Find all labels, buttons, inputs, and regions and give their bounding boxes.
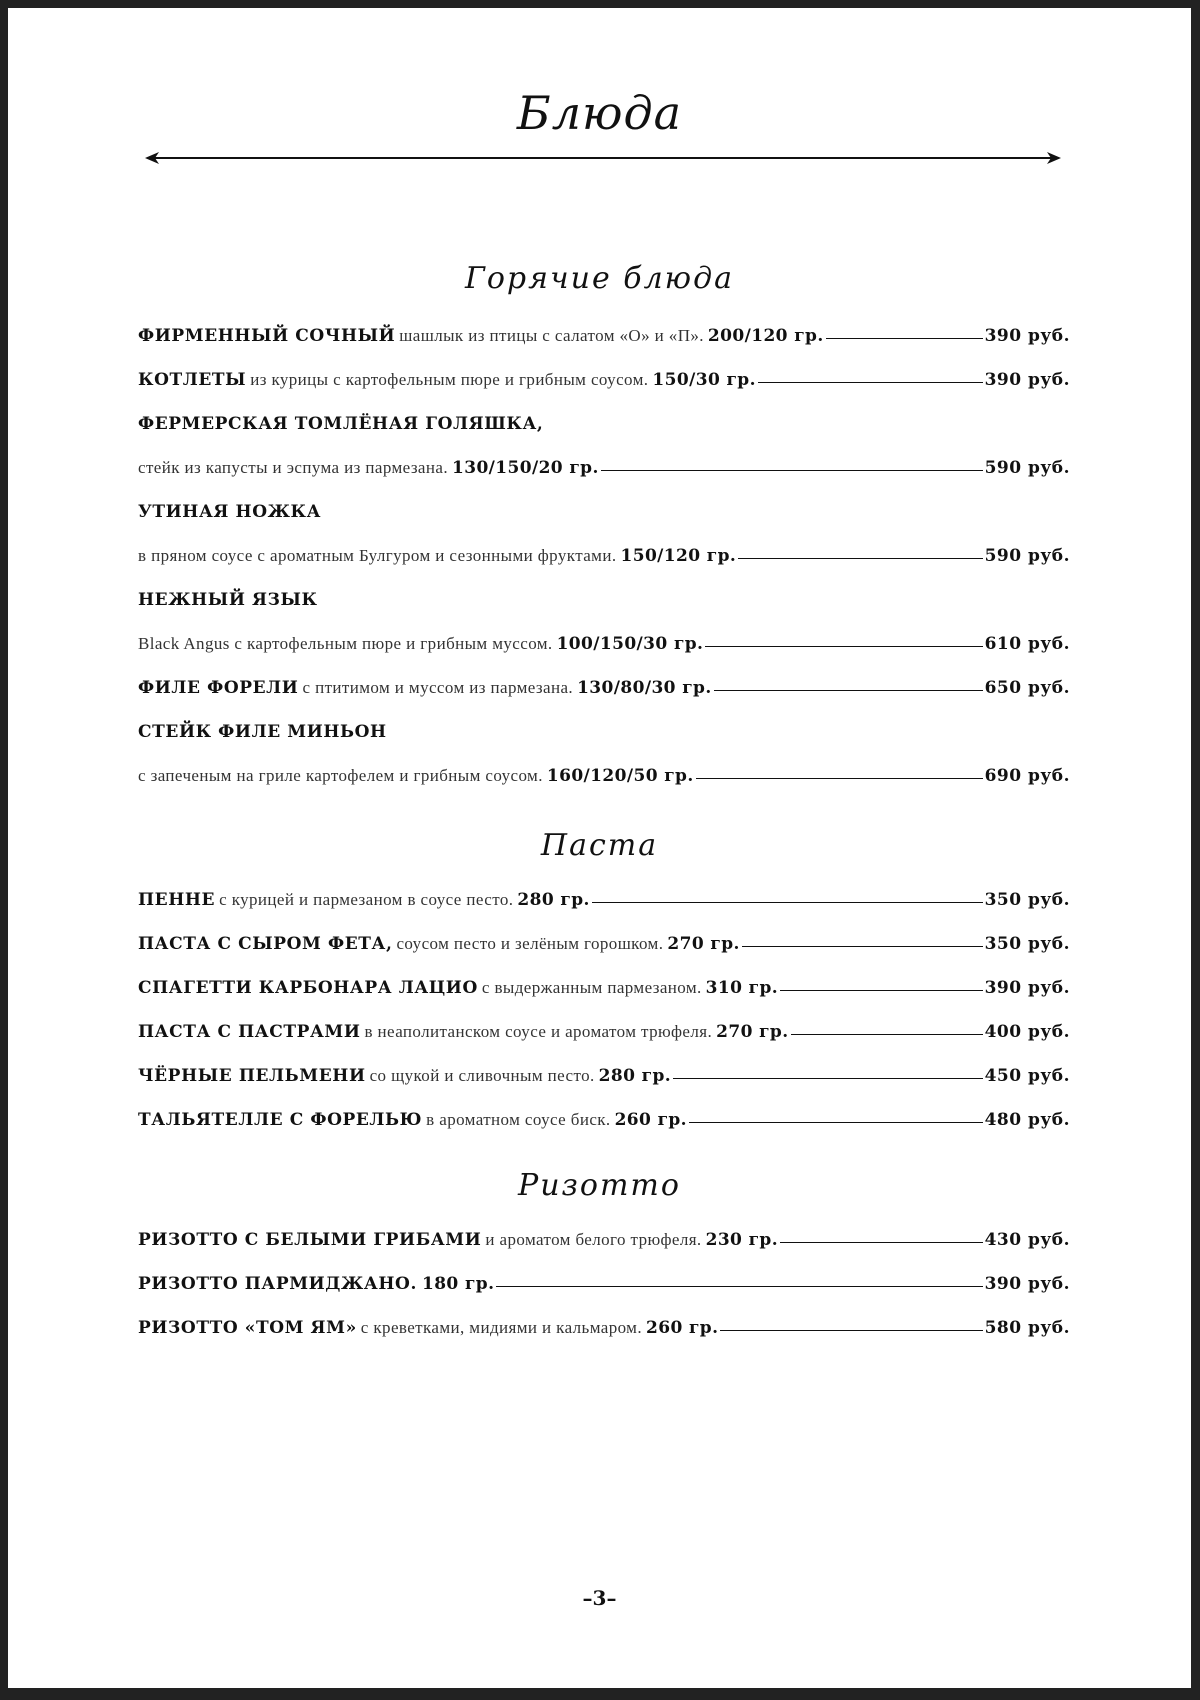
item-weight: 260 гр.: [645, 1318, 719, 1338]
item-desc: с птитимом и муссом из пармезана.: [302, 678, 574, 697]
menu-item: [138, 934, 1070, 962]
item-name: РИЗОТТО ПАРМИДЖАНО.: [138, 1274, 417, 1294]
item-price: 650 руб.: [984, 678, 1070, 698]
section-title-hot: Горячие блюда: [465, 261, 734, 296]
item-price: 690 руб.: [984, 766, 1070, 786]
item-name: НЕЖНЫЙ ЯЗЫК: [138, 590, 318, 610]
menu-item: [138, 1022, 1070, 1050]
item-desc: шашлык из птицы с салатом «О» и «П».: [399, 326, 704, 345]
menu-item: [138, 1066, 1070, 1094]
item-desc: с запеченым на гриле картофелем и грибным соусом.: [138, 766, 543, 785]
item-name: ФИРМЕННЫЙ СОЧНЫЙ: [138, 326, 396, 346]
menu-item: [138, 1274, 1070, 1302]
item-weight: 130/80/30 гр.: [577, 678, 712, 698]
menu-item-name-row: [138, 590, 1070, 618]
item-weight: 200/120 гр.: [707, 326, 824, 346]
item-desc: в неаполитанском соусе и ароматом трюфеля.: [364, 1022, 713, 1041]
menu-item-name-row: [138, 414, 1070, 442]
item-price: 610 руб.: [984, 634, 1070, 654]
item-price: 350 руб.: [984, 934, 1070, 954]
page-number: –3–: [582, 1586, 617, 1610]
dotted-leader: [738, 558, 982, 559]
item-weight: 280 гр.: [517, 890, 590, 910]
item-name: ПЕННЕ: [138, 890, 216, 910]
item-weight: 150/30 гр.: [652, 370, 756, 390]
dotted-leader: [791, 1034, 983, 1035]
dotted-leader: [601, 470, 983, 471]
section-title-pasta: Паста: [540, 828, 659, 863]
dotted-leader: [758, 382, 983, 383]
dotted-leader: [826, 338, 983, 339]
dotted-leader: [742, 946, 983, 947]
menu-item: [138, 890, 1070, 918]
item-weight: 180 гр.: [421, 1274, 495, 1294]
item-desc: с выдержанным пармезаном.: [481, 978, 702, 997]
section-title-risotto: Ризотто: [518, 1168, 681, 1203]
dotted-leader: [714, 690, 983, 691]
menu-item: [138, 1110, 1070, 1138]
item-name: ЧЁРНЫЕ ПЕЛЬМЕНИ: [138, 1066, 366, 1086]
menu-item: [138, 1318, 1070, 1346]
menu-item: [138, 1230, 1070, 1258]
menu-item-detail-row: [138, 634, 1070, 662]
item-weight: 150/120 гр.: [620, 546, 737, 566]
item-weight: 130/150/20 гр.: [451, 458, 599, 478]
item-desc: из курицы с картофельным пюре и грибным соусом.: [250, 370, 649, 389]
item-name: КОТЛЕТЫ: [138, 370, 247, 390]
item-price: 430 руб.: [984, 1230, 1070, 1250]
title-divider: [145, 148, 1061, 168]
dotted-leader: [496, 1286, 982, 1287]
item-name: ПАСТА С ПАСТРАМИ: [138, 1022, 361, 1042]
dotted-leader: [696, 778, 983, 779]
item-name: СТЕЙК ФИЛЕ МИНЬОН: [138, 722, 387, 742]
item-weight: 270 гр.: [716, 1022, 789, 1042]
item-name: ФИЛЕ ФОРЕЛИ: [138, 678, 299, 698]
menu-item: [138, 370, 1070, 398]
menu-item: [138, 326, 1070, 354]
item-weight: 230 гр.: [705, 1230, 779, 1250]
item-weight: 100/150/30 гр.: [556, 634, 704, 654]
item-desc: в пряном соусе с ароматным Булгуром и сезонными фруктами.: [138, 546, 617, 565]
item-name: УТИНАЯ НОЖКА: [138, 502, 322, 522]
item-desc: в ароматном соусе биск.: [426, 1110, 611, 1129]
dotted-leader: [592, 902, 983, 903]
dotted-leader: [780, 1242, 983, 1243]
dotted-leader: [780, 990, 982, 991]
menu-item: [138, 978, 1070, 1006]
item-name: ФЕРМЕРСКАЯ ТОМЛЁНАЯ ГОЛЯШКА,: [138, 414, 544, 434]
item-weight: 160/120/50 гр.: [546, 766, 694, 786]
menu-item-detail-row: [138, 766, 1070, 794]
dotted-leader: [705, 646, 982, 647]
item-desc: со щукой и сливочным песто.: [369, 1066, 595, 1085]
item-name: СПАГЕТТИ КАРБОНАРА ЛАЦИО: [138, 978, 478, 998]
item-price: 450 руб.: [984, 1066, 1070, 1086]
item-price: 400 руб.: [984, 1022, 1070, 1042]
item-price: 390 руб.: [984, 326, 1070, 346]
item-price: 590 руб.: [984, 458, 1070, 478]
item-weight: 310 гр.: [705, 978, 779, 998]
item-weight: 270 гр.: [667, 934, 740, 954]
item-price: 590 руб.: [984, 546, 1070, 566]
item-weight: 280 гр.: [598, 1066, 672, 1086]
page-title: Блюда: [516, 86, 683, 140]
item-name: РИЗОТТО С БЕЛЫМИ ГРИБАМИ: [138, 1230, 482, 1250]
item-price: 390 руб.: [984, 978, 1070, 998]
dotted-leader: [720, 1330, 982, 1331]
menu-item-name-row: [138, 722, 1070, 750]
item-desc: и ароматом белого трюфеля.: [485, 1230, 702, 1249]
item-name: ПАСТА С СЫРОМ ФЕТА,: [138, 934, 393, 954]
dotted-leader: [673, 1078, 982, 1079]
menu-item-detail-row: [138, 458, 1070, 486]
item-name: РИЗОТТО «ТОМ ЯМ»: [138, 1318, 357, 1338]
item-price: 350 руб.: [984, 890, 1070, 910]
item-weight: 260 гр.: [614, 1110, 688, 1130]
item-name: ТАЛЬЯТЕЛЛЕ С ФОРЕЛЬЮ: [138, 1110, 423, 1130]
menu-item: [138, 678, 1070, 706]
item-price: 390 руб.: [984, 1274, 1070, 1294]
item-price: 580 руб.: [984, 1318, 1070, 1338]
item-price: 480 руб.: [984, 1110, 1070, 1130]
menu-item-detail-row: [138, 546, 1070, 574]
item-price: 390 руб.: [984, 370, 1070, 390]
item-desc: с курицей и пармезаном в соусе песто.: [219, 890, 514, 909]
dotted-leader: [689, 1122, 983, 1123]
item-desc: соусом песто и зелёным горошком.: [396, 934, 664, 953]
item-desc: с креветками, мидиями и кальмаром.: [360, 1318, 642, 1337]
menu-page: [8, 8, 1191, 1688]
item-desc: Black Angus с картофельным пюре и грибным муссом.: [138, 634, 553, 653]
item-desc: стейк из капусты и эспума из пармезана.: [138, 458, 448, 477]
menu-item-name-row: [138, 502, 1070, 530]
